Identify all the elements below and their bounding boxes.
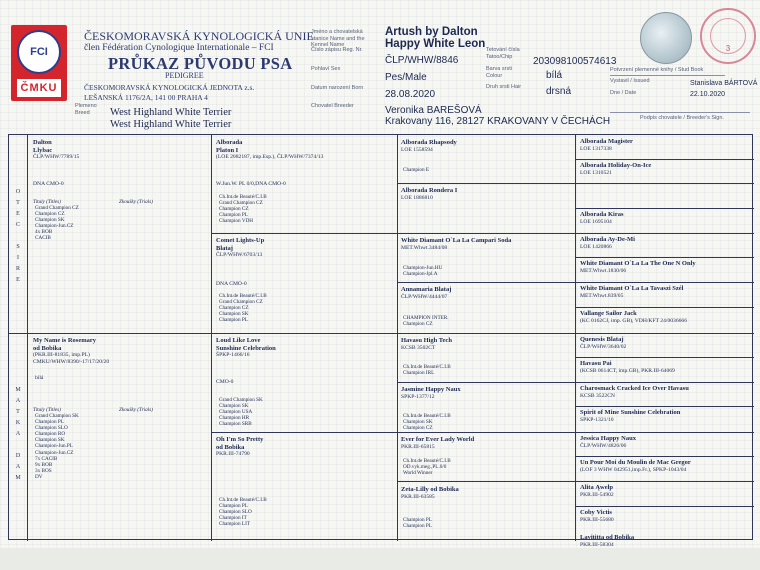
gen3-ancestor-6-titles: Ch.Int.de Beauté/C.I.B Champion SK Champion CZ xyxy=(403,413,451,432)
sire-name-1: Dalton xyxy=(33,139,52,146)
gen3-ancestor-1: Alborada Rhapsody LOE 1558594 xyxy=(401,139,457,153)
gen4-ancestor-5 xyxy=(580,260,696,275)
dam-name-1: My Name is Rosemary xyxy=(33,337,96,344)
gen4-ancestor-reg: LOE 1695104 xyxy=(580,218,612,225)
gen4-ancestor-reg: KCSB 3522CN xyxy=(580,392,615,399)
dam-name-2: od Bobika xyxy=(33,344,62,352)
fci-logo-icon: FCI xyxy=(17,30,61,74)
breed-label: Plemeno Breed xyxy=(75,103,97,116)
hologram-seal-icon xyxy=(640,12,692,64)
gen4-ancestor-15 xyxy=(580,509,614,524)
gen4-ancestor-10 xyxy=(580,385,689,400)
gen4-ancestor-reg: (KCSB 0614CT, imp.GB), PKR.III-64069 xyxy=(580,367,675,374)
gen3-ancestor-8-titles: Champion PL Champion PL xyxy=(403,517,432,530)
dog-chip: 203098100574613 xyxy=(533,56,617,67)
dog-name-line-1: Artush by Dalton xyxy=(385,26,478,38)
label-chip: Tetování čísla Tatoo/Chip xyxy=(486,47,520,60)
association-address: LEŠANSKÁ 1176/2A, 141 00 PRAHA 4 xyxy=(84,93,208,102)
dog-sex: Pes/Male xyxy=(385,72,427,83)
gen4-ancestor-reg: MET.Whwt.839/05 xyxy=(580,292,624,299)
dam-colour: bílá xyxy=(35,375,44,381)
gen3-ancestor-3: White Diamant O`La La Campari Soda MET.Whwt.3484/08 xyxy=(401,237,512,251)
cmku-fci-logo xyxy=(11,25,67,101)
label-issue-date: Dne / Date xyxy=(610,90,637,96)
gen4-ancestor-1 xyxy=(580,138,633,153)
sire-exam-label: Zkoušky (Trials) xyxy=(119,199,153,205)
gen4-ancestor-reg: (LOF 3 WHW 042951,imp.Fr.), SPKP-1043/04 xyxy=(580,466,687,473)
breed-line-2: West Highland White Terrier xyxy=(110,119,232,130)
gen4-ancestor-11 xyxy=(580,409,680,424)
gen4-ancestor-reg: LOE 1317338 xyxy=(580,145,612,152)
stamp-number: 3 xyxy=(725,44,731,53)
label-colour: Barva srsti Colour xyxy=(486,66,512,79)
gen4-ancestor-reg: ČLP/WHW/4826/06 xyxy=(580,442,627,449)
gen4-ancestor-reg: SPKP-1321/10 xyxy=(580,416,614,423)
gen4-ancestor-reg: MET.Whwt.1830/06 xyxy=(580,267,627,274)
gen4-ancestor-12 xyxy=(580,435,636,450)
gen4-ancestor-14 xyxy=(580,484,614,499)
document-subtitle: PEDIGREE xyxy=(165,71,204,80)
grandsire-paternal-titles: Ch.Int.de Beauté/C.I.B Grand Champion CZ Champion CZ Champion PL Champion VDH xyxy=(219,194,267,225)
gen3-ancestor-2: Alborada Rondera I LOE 1886810 xyxy=(401,187,458,201)
breeder-name: Veronika BAREŠOVÁ xyxy=(385,105,482,116)
sire-health: DNA CMO-0 xyxy=(33,181,64,187)
gen4-ancestor-7 xyxy=(580,310,687,325)
gen4-ancestor-name: Quenesis Blataj xyxy=(580,336,624,343)
gen4-ancestor-3 xyxy=(580,211,624,226)
fci-membership: člen Fédération Cynologique Internationale – FCI xyxy=(84,43,274,53)
gen4-ancestor-16 xyxy=(580,534,634,549)
gen4-ancestor-name: Un Pour Moi du Moulin de Mac Gregor xyxy=(580,459,691,466)
grandsire-maternal-health: CMO-0 xyxy=(216,379,234,385)
sire-titles: Grand Champion CZ Champion CZ Champion SK Champion-Jun.CZ 4x BOB CACIB xyxy=(35,205,79,242)
dam-titles: Grand Champion SK Champion PL Champion SLO Champion RO Champion SK Champion-Jun.PL Champion-Jun.CZ 7x CACIB 9x BOB 3x BOS DV xyxy=(35,413,79,480)
label-breeder: Chovatel Breeder xyxy=(311,103,354,109)
association-name: ČESKOMORAVSKÁ KYNOLOGICKÁ JEDNOTA z.s. xyxy=(84,83,255,92)
gen4-ancestor-name: Alborada Kiras xyxy=(580,211,624,218)
dog-hair: drsná xyxy=(546,86,572,97)
label-issued: Potvrzení plemenné knihy / Stud Book xyxy=(610,67,704,73)
dam-titles-label: Tituly (Titles) xyxy=(33,407,61,413)
gen4-ancestor-name: Vallange Sailor Jack xyxy=(580,310,637,317)
dog-reg: ČLP/WHW/8846 xyxy=(385,55,459,66)
grandsire-paternal-health: W.Jun.W. PL 0/0,DNA CMO-0 xyxy=(216,181,286,187)
gen4-ancestor-reg: PKR.III-54902 xyxy=(580,491,614,498)
dam-reg-2: CMKU/WHW/8390/-17/17/20/20 xyxy=(33,359,110,365)
dog-name-line-2: Happy White Leon xyxy=(385,38,486,50)
granddam-paternal: Comet Lights-Up Blataj ČLP/WHW/6703/13 xyxy=(216,237,265,258)
union-name: ČESKOMORAVSKÁ KYNOLOGICKÁ UNIE xyxy=(84,29,314,43)
gen4-ancestor-reg: LOE 1420866 xyxy=(580,243,612,250)
dog-colour: bílá xyxy=(546,70,563,81)
gen4-ancestor-name: White Diamant O`La La Tavaszi Szél xyxy=(580,285,684,292)
dam-cell xyxy=(33,337,109,366)
grandsire-paternal: Alborada Platon I (LOE 2082187, imp.Esp.), ČLP/WHW/7374/13 xyxy=(216,139,324,160)
gen3-ancestor-8: Zeta-Lilly od Bobika PKR.III-63585 xyxy=(401,486,459,500)
cmku-logo-icon: ČMKU xyxy=(17,79,61,97)
sire-side-label: O T E C S I R E xyxy=(15,189,21,283)
gen4-ancestor-name: Spirit of Mine Sunshine Celebration xyxy=(580,409,681,416)
gen4-ancestor-name: Jessica Happy Naux xyxy=(580,435,636,442)
gen4-ancestor-6 xyxy=(580,285,683,300)
granddam-paternal-titles: Ch.Int.de Beauté/C.I.B Grand Champion CZ Champion CZ Champion SK Champion PL xyxy=(219,293,267,324)
label-issued-by: Vystavil / Issued xyxy=(610,78,650,84)
sire-reg: ČLP/WHW/7789/15 xyxy=(33,154,80,160)
gen4-ancestor-2 xyxy=(580,162,651,177)
sire-name-2: Llybac xyxy=(33,146,53,154)
gen3-ancestor-4: Annamaria Blataj ČLP/WHW/4444/07 xyxy=(401,286,452,300)
gen4-ancestor-13 xyxy=(580,459,691,474)
label-name: Jméno a chovatelská stanice Name and the Kennel Name xyxy=(311,29,365,48)
granddam-paternal-health: DNA CMO-0 xyxy=(216,281,247,287)
gen4-ancestor-reg: LOE 1310521 xyxy=(580,169,612,176)
gen4-ancestor-name: Alita Ąwelp xyxy=(580,484,614,491)
label-born: Datum narození Born xyxy=(311,85,364,91)
issue-date: 22.10.2020 xyxy=(690,91,726,98)
granddam-maternal-titles: Ch.Int.de Beauté/C.I.B Champion PL Champion SLO Champion IT Champion LIT xyxy=(219,497,267,528)
label-breeder-sign: Podpis chovatele / Breeder's Sign. xyxy=(640,115,724,121)
gen4-ancestor-name: Havasu Pai xyxy=(580,360,612,367)
grandsire-maternal: Loud Like Love Sunshine Celebration ŠPKP-1466/16 xyxy=(216,337,276,358)
gen4-ancestor-reg: PKR.III-55680 xyxy=(580,516,614,523)
gen3-ancestor-3-titles: Champion-Jun.HU Champion-Jpl.A xyxy=(403,265,443,278)
issued-by-name: Stanislava BÁRTOVÁ xyxy=(690,80,758,87)
label-reg: Číslo zápisu Reg. Nr. xyxy=(311,47,363,53)
dam-reg-1: (PKR.III-81835, imp.PL) xyxy=(33,352,90,358)
gen4-ancestor-8 xyxy=(580,336,626,351)
scan-edge xyxy=(0,548,760,570)
gen3-ancestor-1-title: Champion E xyxy=(403,167,430,173)
gen3-ancestor-6: Jasmine Happy Naux SPKP-1377/12 xyxy=(401,386,461,400)
gen3-ancestor-7-titles: Ch.Int.de Beauté/C.I.B OD.vyk.meg.,PL.0/0 World Winner xyxy=(403,458,451,477)
gen4-ancestor-name: Coby Victis xyxy=(580,509,612,516)
grandsire-maternal-titles: Grand Champion SK Champion SK Champion USA Champion HR Champion SRB xyxy=(219,397,263,428)
label-hair: Druh srsti Hair xyxy=(486,84,522,90)
gen4-ancestor-reg: PKR.III-58304 xyxy=(580,541,614,548)
official-stamp-icon xyxy=(700,8,756,64)
gen4-ancestor-name: White Diamant O`La La The One N Only xyxy=(580,260,696,267)
gen3-ancestor-5: Havasu High Tech KCSB 3502CT xyxy=(401,337,452,351)
granddam-maternal: Oh I'm So Pretty od Bobika PKR.III-74790 xyxy=(216,436,264,457)
dam-exam-label: Zkoušky (Trials) xyxy=(119,407,153,413)
gen4-ancestor-4 xyxy=(580,236,635,251)
gen4-ancestor-reg: ČLP/WHW/3640/02 xyxy=(580,343,627,350)
breed-line-1: West Highland White Terrier xyxy=(110,107,232,118)
gen3-ancestor-4-titles: CHAMPION INTER. Champion CZ xyxy=(403,315,449,328)
breeder-address: Krakovany 116, 28127 KRAKOVANY V ČECHÁCH xyxy=(385,116,611,127)
gen4-ancestor-reg: (KC 0162CJ, imp. GB), VDH/KFT 24/0036666 xyxy=(580,317,688,324)
gen4-ancestor-name: Alborada Magister xyxy=(580,138,633,145)
document-title: PRŮKAZ PŮVODU PSA xyxy=(108,54,293,73)
gen3-ancestor-7: Ever for Ever Lady World PKR.III-65815 xyxy=(401,436,475,450)
label-sex: Pohlaví Sex xyxy=(311,66,341,72)
gen4-ancestor-name: Alborada Ay-De-Mi xyxy=(580,236,635,243)
gen4-ancestor-name: Lavititta od Bobika xyxy=(580,534,635,541)
pedigree-table xyxy=(8,134,753,548)
gen4-ancestor-9 xyxy=(580,360,675,375)
gen4-ancestor-name: Charosmack Cracked Ice Over Havasu xyxy=(580,385,689,392)
sire-cell xyxy=(33,139,79,161)
gen4-ancestor-name: Alborada Holiday-On-Ice xyxy=(580,162,652,169)
gen3-ancestor-5-titles: Ch.Int.de Beauté/C.I.B Champion IRL xyxy=(403,364,451,377)
sire-titles-label: Tituly (Titles) xyxy=(33,199,61,205)
dog-born: 28.08.2020 xyxy=(385,89,436,100)
dam-side-label: M A T K A D A M xyxy=(15,387,21,481)
